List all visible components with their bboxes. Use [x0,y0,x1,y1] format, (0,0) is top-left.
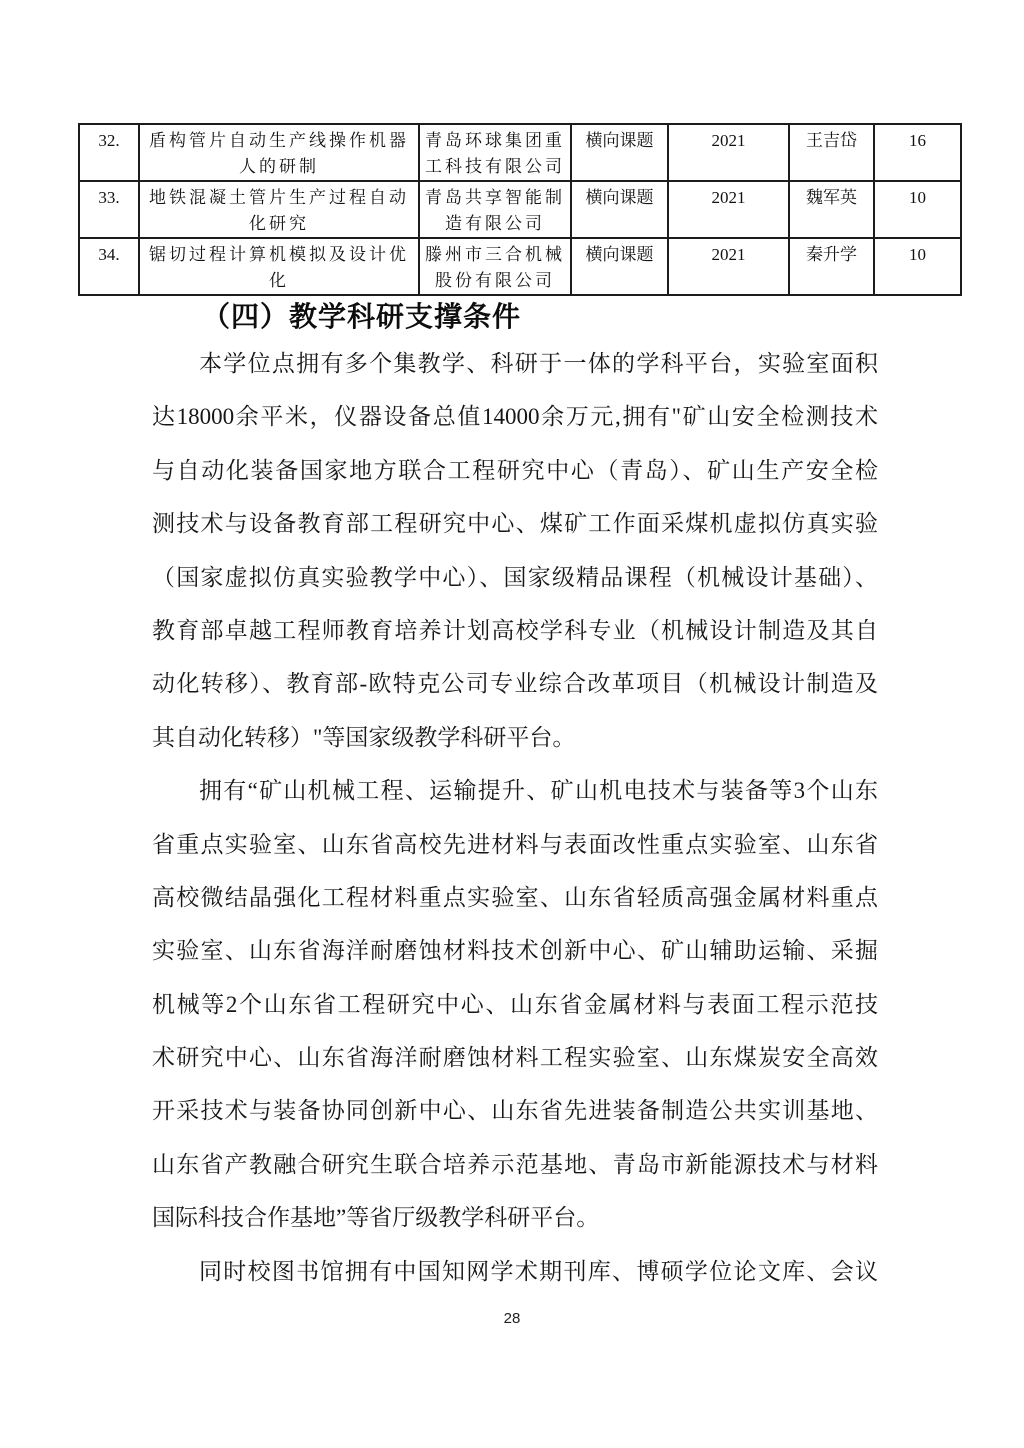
text-line: 测技术与设备教育部工程研究中心、煤矿工作面采煤机虚拟仿真实验 [152,511,878,537]
text-line: 术研究中心、山东省海洋耐磨蚀材料工程实验室、山东煤炭安全高效 [152,1045,878,1071]
text-line: 机械等2个山东省工程研究中心、山东省金属材料与表面工程示范技 [152,991,878,1017]
text-line: 山东省产教融合研究生联合培养示范基地、青岛市新能源技术与材料 [152,1151,878,1177]
cell-person: 王吉岱 [789,124,874,181]
table-row [79,124,961,181]
text-line: 同时校图书馆拥有中国知网学术期刊库、博硕学位论文库、会议 [199,1258,878,1284]
cell-amount: 10 [874,238,961,295]
text-line: 教育部卓越工程师教育培养计划高校学科专业（机械设计制造及其自 [152,617,878,643]
section-heading: （四）教学科研支撑条件 [202,301,522,332]
cell-amount: 16 [874,124,961,181]
text-line: 拥有“矿山机械工程、运输提升、矿山机电技术与装备等3个山东 [199,778,878,804]
text-line: 开采技术与装备协同创新中心、山东省先进装备制造公共实训基地、 [152,1098,878,1124]
page-number: 28 [503,1310,521,1327]
cell-type: 横向课题 [571,124,668,181]
table-row [79,181,961,238]
cell-person: 秦升学 [789,238,874,295]
text-line: 高校微结晶强化工程材料重点实验室、山东省轻质高强金属材料重点 [152,884,878,910]
text-line: 本学位点拥有多个集教学、科研于一体的学科平台，实验室面积 [199,351,878,376]
text-line: 达18000余平米，仪器设备总值14000余万元,拥有"矿山安全检测技术 [152,404,878,430]
text-line: （国家虚拟仿真实验教学中心）、国家级精品课程（机械设计基础）、 [152,564,878,590]
cell-type: 横向课题 [571,181,668,238]
cell-no: 32. [79,124,139,181]
cell-year: 2021 [668,124,789,181]
cell-title: 锯切过程计算机模拟及设计优化 [139,238,419,295]
cell-person: 魏军英 [789,181,874,238]
cell-amount: 10 [874,181,961,238]
text-line: 省重点实验室、山东省高校先进材料与表面改性重点实验室、山东省 [152,831,878,857]
cell-company: 青岛环球集团重工科技有限公司 [419,124,571,181]
text-line: 动化转移）、教育部-欧特克公司专业综合改革项目（机械设计制造及 [152,671,878,697]
cell-title: 盾构管片自动生产线操作机器人的研制 [139,124,419,181]
cell-year: 2021 [668,181,789,238]
paragraph [152,764,878,1245]
cell-company: 青岛共享智能制造有限公司 [419,181,571,238]
projects-table [78,123,962,296]
cell-year: 2021 [668,238,789,295]
table-row [79,238,961,295]
body-text [152,337,878,1298]
cell-no: 34. [79,238,139,295]
cell-no: 33. [79,181,139,238]
cell-title: 地铁混凝土管片生产过程自动化研究 [139,181,419,238]
paragraph [152,337,878,764]
text-line: 其自动化转移）"等国家级教学科研平台。 [152,724,576,750]
cell-type: 横向课题 [571,238,668,295]
paragraph [152,1245,878,1298]
cell-company: 滕州市三合机械股份有限公司 [419,238,571,295]
text-line: 实验室、山东省海洋耐磨蚀材料技术创新中心、矿山辅助运输、采掘 [152,938,878,964]
text-line: 与自动化装备国家地方联合工程研究中心（青岛）、矿山生产安全检 [152,457,878,483]
text-line: 国际科技合作基地”等省厅级教学科研平台。 [152,1205,600,1231]
